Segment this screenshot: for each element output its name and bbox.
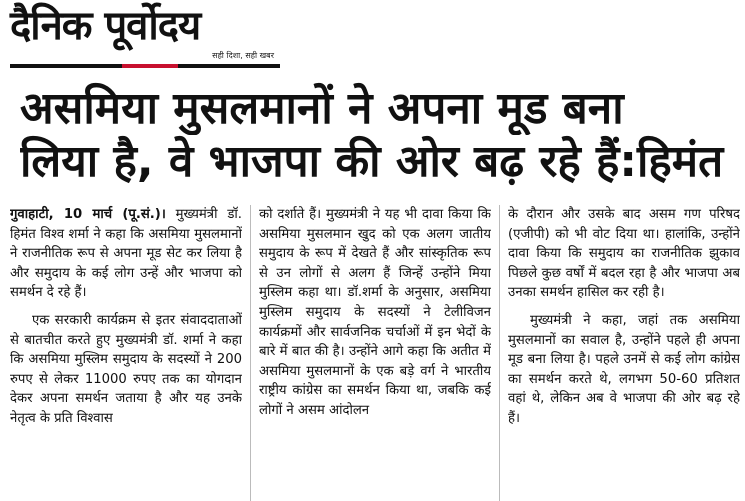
article-paragraph [10,205,242,303]
masthead-tagline: सही दिशा, सही खबर [212,51,274,60]
column-divider [499,205,500,501]
masthead [10,4,280,72]
article-paragraph: को दर्शाते हैं। मुख्यमंत्री ने यह भी दावा किया कि असमिया मुसलमान खुद को एक अलग जातीय समुदाय के रूप में देखते हैं और सांस्कृतिक रूप से उन लोगों से अलग हैं जिन्हें उन्होंने मिया मुस्लिम कहा था। डॉ.शर्मा के अनुसार, असमिया मुस्लिम समुदाय के सदस्यों ने टेलीविजन कार्यक्रमों और सार्वजनिक चर्चाओं में इन भेदों के बारे में बात की है। उन्होंने आगे कहा कि अतीत में असमिया मुसलमानों के एक बड़े वर्ग ने भारतीय राष्ट्रीय कांग्रेस का समर्थन किया था, जबकि कई लोगों ने असम आंदोलन [259,207,491,418]
article-paragraph: मुख्यमंत्री ने कहा, जहां तक असमिया मुसलमानों का सवाल है, उन्होंने पहले ही अपना मूड बना लिया है। पहले उनमें से कई लोग कांग्रेस का समर्थन करते थे, लगभग 50-60 प्रतिशत वहां थे, लेकिन अब वे भाजपा की ओर बढ़ रहे हैं। [508,312,740,426]
article-paragraph: के दौरान और उसके बाद असम गण परिषद (एजीपी) को भी वोट दिया था। हालांकि, उन्होंने दावा किया कि समुदाय का राजनीतिक झुकाव पिछले कुछ वर्षों में बदल रहा है और भाजपा अब उनका समर्थन हासिल कर रही है। [508,207,740,301]
article-column-1 [10,205,242,501]
masthead-title: दैनिक पूर्वोदय [10,3,201,49]
masthead-rule-accent [122,64,178,68]
column-divider [250,205,251,501]
headline-line-1: असमिया मुसलमानों ने अपना मूड बना [20,83,624,134]
article-text: मुख्यमंत्री डॉ. हिमंत विश्व शर्मा ने कहा कि असमिया मुसलमानों ने राजनीतिक रूप से अपना मूड सेट कर लिया है और समुदाय के कई लोग उन्हें और भाजपा को समर्थन दे रहे हैं। [10,207,242,301]
article-column-2 [259,205,491,501]
article-paragraph: एक सरकारी कार्यक्रम से इतर संवाददाताओं से बातचीत करते हुए मुख्यमंत्री डॉ. शर्मा ने कहा कि असमिया मुस्लिम समुदाय के सदस्यों ने 200 रुपए से लेकर 11000 रुपए तक का योगदान देकर अपना समर्थन जताया है और यह उनके नेतृत्व के प्रति विश्वास [10,312,242,426]
headline [20,82,735,188]
headline-line-2: लिया है, वे भाजपा की ओर बढ़ रहे हैं:हिमंत [20,136,724,187]
article-body [10,205,740,501]
dateline: गुवाहाटी, 10 मार्च (पू.सं.)। [10,207,166,222]
article-column-3 [508,205,740,501]
